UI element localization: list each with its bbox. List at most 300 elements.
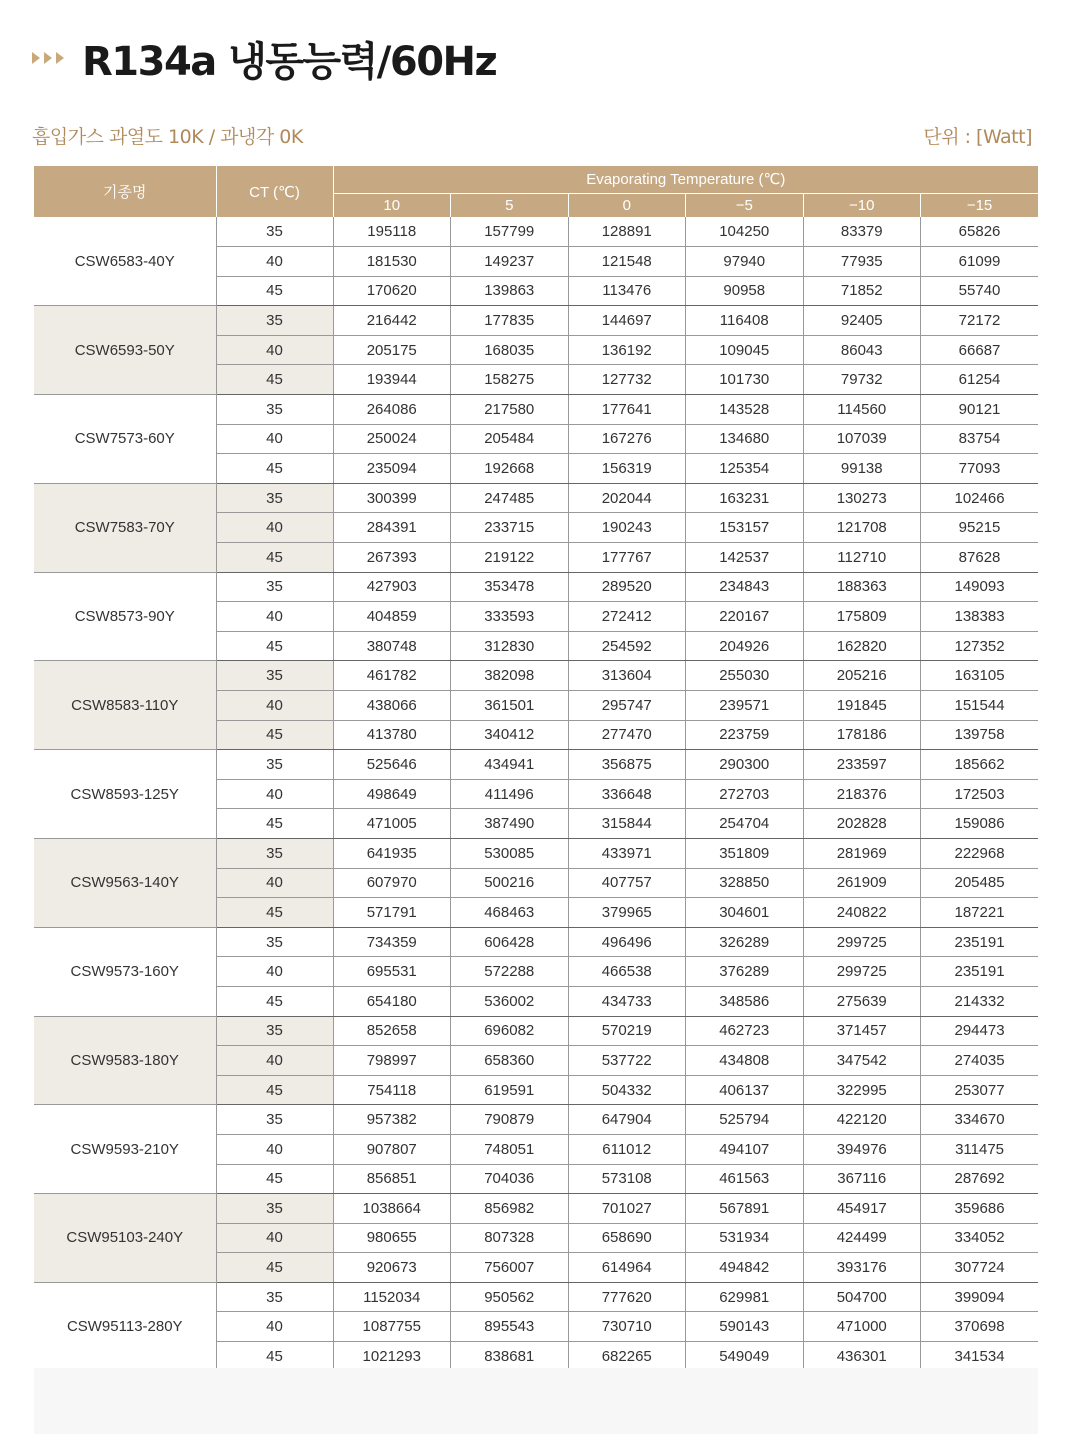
capacity-cell: 438066	[333, 691, 451, 721]
capacity-cell: 347542	[803, 1046, 921, 1076]
capacity-cell: 139863	[451, 276, 569, 306]
capacity-cell: 299725	[803, 927, 921, 957]
model-name: CSW7573-60Y	[34, 395, 216, 484]
capacity-cell: 275639	[803, 986, 921, 1016]
capacity-cell: 55740	[921, 276, 1039, 306]
capacity-cell: 328850	[686, 868, 804, 898]
capacity-cell: 216442	[333, 306, 451, 336]
ct-cell: 45	[216, 809, 333, 839]
capacity-cell: 695531	[333, 957, 451, 987]
capacity-cell: 1087755	[333, 1312, 451, 1342]
capacity-cell: 109045	[686, 335, 804, 365]
capacity-cell: 571791	[333, 898, 451, 928]
capacity-cell: 61099	[921, 247, 1039, 277]
capacity-cell: 572288	[451, 957, 569, 987]
table-row	[34, 1194, 1038, 1224]
capacity-cell: 267393	[333, 543, 451, 573]
ct-cell: 35	[216, 395, 333, 425]
capacity-cell: 255030	[686, 661, 804, 691]
capacity-cell: 567891	[686, 1194, 804, 1224]
capacity-cell: 104250	[686, 217, 804, 247]
capacity-cell: 277470	[568, 720, 686, 750]
capacity-cell: 181530	[333, 247, 451, 277]
model-name: CSW9563-140Y	[34, 838, 216, 927]
capacity-cell: 433971	[568, 838, 686, 868]
title-row	[32, 30, 496, 86]
ct-cell: 40	[216, 868, 333, 898]
capacity-cell: 461782	[333, 661, 451, 691]
model-group	[34, 750, 1038, 839]
capacity-cell: 240822	[803, 898, 921, 928]
capacity-cell: 907807	[333, 1134, 451, 1164]
model-name: CSW95113-280Y	[34, 1282, 216, 1371]
ct-cell: 45	[216, 1075, 333, 1105]
capacity-cell: 367116	[803, 1164, 921, 1194]
capacity-cell: 654180	[333, 986, 451, 1016]
capacity-cell: 151544	[921, 691, 1039, 721]
capacity-cell: 214332	[921, 986, 1039, 1016]
header-temp-2: 0	[568, 193, 686, 217]
capacity-cell: 807328	[451, 1223, 569, 1253]
capacity-cell: 504332	[568, 1075, 686, 1105]
model-name: CSW95103-240Y	[34, 1194, 216, 1283]
capacity-cell: 404859	[333, 602, 451, 632]
table-row	[34, 838, 1038, 868]
model-name: CSW9583-180Y	[34, 1016, 216, 1105]
capacity-cell: 77093	[921, 454, 1039, 484]
capacity-cell: 537722	[568, 1046, 686, 1076]
ct-cell: 35	[216, 306, 333, 336]
capacity-cell: 65826	[921, 217, 1039, 247]
capacity-cell: 290300	[686, 750, 804, 780]
model-name: CSW8583-110Y	[34, 661, 216, 750]
model-group	[34, 1194, 1038, 1283]
capacity-cell: 274035	[921, 1046, 1039, 1076]
unit-label: 단위 : [Watt]	[923, 126, 1032, 148]
capacity-cell: 950562	[451, 1282, 569, 1312]
capacity-cell: 647904	[568, 1105, 686, 1135]
capacity-cell: 217580	[451, 395, 569, 425]
ct-cell: 45	[216, 365, 333, 395]
ct-cell: 40	[216, 602, 333, 632]
capacity-cell: 139758	[921, 720, 1039, 750]
capacity-cell: 61254	[921, 365, 1039, 395]
table-row	[34, 395, 1038, 425]
capacity-cell: 235191	[921, 927, 1039, 957]
capacity-cell: 359686	[921, 1194, 1039, 1224]
capacity-cell: 856851	[333, 1164, 451, 1194]
capacity-cell: 895543	[451, 1312, 569, 1342]
table-row	[34, 1282, 1038, 1312]
capacity-cell: 498649	[333, 779, 451, 809]
condition-subtitle: 흡입가스 과열도 10K / 과냉각 0K	[32, 126, 303, 148]
capacity-cell: 504700	[803, 1282, 921, 1312]
capacity-cell: 127732	[568, 365, 686, 395]
capacity-cell: 99138	[803, 454, 921, 484]
capacity-cell: 168035	[451, 335, 569, 365]
capacity-cell: 379965	[568, 898, 686, 928]
ct-cell: 35	[216, 1282, 333, 1312]
capacity-cell: 130273	[803, 483, 921, 513]
capacity-cell: 1152034	[333, 1282, 451, 1312]
capacity-cell: 90958	[686, 276, 804, 306]
capacity-cell: 116408	[686, 306, 804, 336]
capacity-cell: 218376	[803, 779, 921, 809]
capacity-cell: 570219	[568, 1016, 686, 1046]
capacity-cell: 222968	[921, 838, 1039, 868]
capacity-cell: 326289	[686, 927, 804, 957]
capacity-cell: 191845	[803, 691, 921, 721]
capacity-cell: 77935	[803, 247, 921, 277]
capacity-cell: 235191	[921, 957, 1039, 987]
capacity-cell: 157799	[451, 217, 569, 247]
capacity-cell: 1038664	[333, 1194, 451, 1224]
capacity-cell: 790879	[451, 1105, 569, 1135]
ct-cell: 35	[216, 661, 333, 691]
model-name: CSW8573-90Y	[34, 572, 216, 661]
ct-cell: 35	[216, 217, 333, 247]
capacity-cell: 272412	[568, 602, 686, 632]
capacity-cell: 436301	[803, 1342, 921, 1372]
capacity-cell: 205175	[333, 335, 451, 365]
capacity-cell: 838681	[451, 1342, 569, 1372]
capacity-cell: 177767	[568, 543, 686, 573]
capacity-cell: 125354	[686, 454, 804, 484]
table-row	[34, 306, 1038, 336]
capacity-cell: 156319	[568, 454, 686, 484]
capacity-cell: 434733	[568, 986, 686, 1016]
capacity-cell: 394976	[803, 1134, 921, 1164]
capacity-cell: 348586	[686, 986, 804, 1016]
capacity-cell: 287692	[921, 1164, 1039, 1194]
model-name: CSW6593-50Y	[34, 306, 216, 395]
model-group	[34, 1282, 1038, 1371]
capacity-cell: 138383	[921, 602, 1039, 632]
capacity-cell: 434941	[451, 750, 569, 780]
capacity-cell: 261909	[803, 868, 921, 898]
ct-cell: 35	[216, 1016, 333, 1046]
capacity-cell: 162820	[803, 631, 921, 661]
capacity-cell: 170620	[333, 276, 451, 306]
ct-cell: 40	[216, 779, 333, 809]
capacity-cell: 175809	[803, 602, 921, 632]
capacity-cell: 468463	[451, 898, 569, 928]
capacity-cell: 235094	[333, 454, 451, 484]
capacity-cell: 90121	[921, 395, 1039, 425]
capacity-cell: 178186	[803, 720, 921, 750]
capacity-cell: 219122	[451, 543, 569, 573]
capacity-cell: 336648	[568, 779, 686, 809]
capacity-cell: 264086	[333, 395, 451, 425]
capacity-cell: 234843	[686, 572, 804, 602]
capacity-cell: 204926	[686, 631, 804, 661]
capacity-cell: 424499	[803, 1223, 921, 1253]
capacity-cell: 531934	[686, 1223, 804, 1253]
ct-cell: 35	[216, 838, 333, 868]
capacity-cell: 153157	[686, 513, 804, 543]
ct-cell: 35	[216, 1105, 333, 1135]
capacity-cell: 376289	[686, 957, 804, 987]
capacity-cell: 494107	[686, 1134, 804, 1164]
capacity-cell: 114560	[803, 395, 921, 425]
capacity-cell: 422120	[803, 1105, 921, 1135]
header-ct: CT (℃)	[216, 166, 333, 217]
model-group	[34, 838, 1038, 927]
capacity-cell: 149237	[451, 247, 569, 277]
ct-cell: 45	[216, 1164, 333, 1194]
arrow-bullet-icon	[32, 52, 64, 64]
model-name: CSW8593-125Y	[34, 750, 216, 839]
capacity-cell: 300399	[333, 483, 451, 513]
capacity-cell: 611012	[568, 1134, 686, 1164]
capacity-cell: 205484	[451, 424, 569, 454]
capacity-cell: 856982	[451, 1194, 569, 1224]
capacity-cell: 406137	[686, 1075, 804, 1105]
capacity-cell: 163105	[921, 661, 1039, 691]
model-name: CSW9593-210Y	[34, 1105, 216, 1194]
capacity-cell: 411496	[451, 779, 569, 809]
capacity-cell: 641935	[333, 838, 451, 868]
capacity-cell: 852658	[333, 1016, 451, 1046]
capacity-cell: 172503	[921, 779, 1039, 809]
capacity-cell: 525794	[686, 1105, 804, 1135]
ct-cell: 40	[216, 335, 333, 365]
capacity-cell: 128891	[568, 217, 686, 247]
capacity-cell: 254592	[568, 631, 686, 661]
capacity-cell: 187221	[921, 898, 1039, 928]
capacity-cell: 220167	[686, 602, 804, 632]
capacity-cell: 79732	[803, 365, 921, 395]
model-group	[34, 572, 1038, 661]
capacity-cell: 407757	[568, 868, 686, 898]
table-row	[34, 750, 1038, 780]
capacity-cell: 334670	[921, 1105, 1039, 1135]
capacity-cell: 193944	[333, 365, 451, 395]
header-temp-0: 10	[333, 193, 451, 217]
capacity-cell: 361501	[451, 691, 569, 721]
capacity-cell: 143528	[686, 395, 804, 425]
capacity-cell: 83754	[921, 424, 1039, 454]
capacity-cell: 272703	[686, 779, 804, 809]
capacity-cell: 149093	[921, 572, 1039, 602]
ct-cell: 45	[216, 276, 333, 306]
capacity-cell: 387490	[451, 809, 569, 839]
capacity-cell: 86043	[803, 335, 921, 365]
ct-cell: 45	[216, 1253, 333, 1283]
capacity-cell: 334052	[921, 1223, 1039, 1253]
capacity-cell: 413780	[333, 720, 451, 750]
capacity-cell: 92405	[803, 306, 921, 336]
table-row	[34, 927, 1038, 957]
capacity-cell: 134680	[686, 424, 804, 454]
capacity-cell: 619591	[451, 1075, 569, 1105]
capacity-cell: 158275	[451, 365, 569, 395]
capacity-cell: 471005	[333, 809, 451, 839]
capacity-cell: 95215	[921, 513, 1039, 543]
model-name: CSW9573-160Y	[34, 927, 216, 1016]
ct-cell: 45	[216, 986, 333, 1016]
model-group	[34, 927, 1038, 1016]
capacity-table	[34, 166, 1038, 1372]
table-row	[34, 1105, 1038, 1135]
capacity-cell: 494842	[686, 1253, 804, 1283]
capacity-cell: 462723	[686, 1016, 804, 1046]
capacity-cell: 701027	[568, 1194, 686, 1224]
ct-cell: 35	[216, 750, 333, 780]
ct-cell: 40	[216, 513, 333, 543]
capacity-cell: 748051	[451, 1134, 569, 1164]
capacity-cell: 1021293	[333, 1342, 451, 1372]
model-group	[34, 395, 1038, 484]
ct-cell: 35	[216, 572, 333, 602]
capacity-cell: 289520	[568, 572, 686, 602]
table-header	[34, 166, 1038, 217]
capacity-cell: 247485	[451, 483, 569, 513]
capacity-cell: 351809	[686, 838, 804, 868]
capacity-cell: 121708	[803, 513, 921, 543]
capacity-cell: 340412	[451, 720, 569, 750]
capacity-cell: 371457	[803, 1016, 921, 1046]
page-title: R134a 냉동능력/60Hz	[82, 38, 497, 85]
ct-cell: 40	[216, 1312, 333, 1342]
model-group	[34, 661, 1038, 750]
capacity-cell: 525646	[333, 750, 451, 780]
capacity-cell: 399094	[921, 1282, 1039, 1312]
capacity-cell: 777620	[568, 1282, 686, 1312]
capacity-cell: 573108	[568, 1164, 686, 1194]
capacity-cell: 185662	[921, 750, 1039, 780]
capacity-cell: 704036	[451, 1164, 569, 1194]
capacity-cell: 233597	[803, 750, 921, 780]
capacity-cell: 167276	[568, 424, 686, 454]
ct-cell: 45	[216, 720, 333, 750]
capacity-cell: 121548	[568, 247, 686, 277]
capacity-cell: 682265	[568, 1342, 686, 1372]
capacity-cell: 466538	[568, 957, 686, 987]
capacity-cell: 341534	[921, 1342, 1039, 1372]
capacity-cell: 202828	[803, 809, 921, 839]
capacity-cell: 188363	[803, 572, 921, 602]
capacity-cell: 223759	[686, 720, 804, 750]
capacity-cell: 101730	[686, 365, 804, 395]
capacity-cell: 253077	[921, 1075, 1039, 1105]
ct-cell: 40	[216, 1134, 333, 1164]
capacity-cell: 195118	[333, 217, 451, 247]
capacity-cell: 313604	[568, 661, 686, 691]
capacity-cell: 284391	[333, 513, 451, 543]
capacity-cell: 356875	[568, 750, 686, 780]
ct-cell: 45	[216, 1342, 333, 1372]
table-row	[34, 572, 1038, 602]
capacity-cell: 233715	[451, 513, 569, 543]
capacity-cell: 382098	[451, 661, 569, 691]
model-group	[34, 1016, 1038, 1105]
model-group	[34, 306, 1038, 395]
capacity-cell: 696082	[451, 1016, 569, 1046]
ct-cell: 45	[216, 543, 333, 573]
capacity-cell: 370698	[921, 1312, 1039, 1342]
capacity-cell: 311475	[921, 1134, 1039, 1164]
ct-cell: 40	[216, 691, 333, 721]
table-row	[34, 1016, 1038, 1046]
capacity-cell: 239571	[686, 691, 804, 721]
capacity-cell: 281969	[803, 838, 921, 868]
capacity-cell: 112710	[803, 543, 921, 573]
capacity-cell: 83379	[803, 217, 921, 247]
capacity-cell: 87628	[921, 543, 1039, 573]
ct-cell: 45	[216, 454, 333, 484]
capacity-cell: 607970	[333, 868, 451, 898]
capacity-cell: 496496	[568, 927, 686, 957]
page-footer-area	[34, 1368, 1038, 1434]
capacity-cell: 190243	[568, 513, 686, 543]
capacity-cell: 97940	[686, 247, 804, 277]
capacity-cell: 756007	[451, 1253, 569, 1283]
capacity-cell: 393176	[803, 1253, 921, 1283]
capacity-cell: 113476	[568, 276, 686, 306]
header-temp-3: −5	[686, 193, 804, 217]
capacity-cell: 536002	[451, 986, 569, 1016]
capacity-cell: 658690	[568, 1223, 686, 1253]
header-model: 기종명	[34, 166, 216, 217]
model-group	[34, 483, 1038, 572]
capacity-cell: 72172	[921, 306, 1039, 336]
capacity-cell: 254704	[686, 809, 804, 839]
ct-cell: 40	[216, 247, 333, 277]
capacity-cell: 629981	[686, 1282, 804, 1312]
table-row	[34, 661, 1038, 691]
capacity-cell: 299725	[803, 957, 921, 987]
capacity-cell: 454917	[803, 1194, 921, 1224]
header-evap-temp: Evaporating Temperature (℃)	[333, 166, 1038, 193]
capacity-cell: 315844	[568, 809, 686, 839]
capacity-cell: 312830	[451, 631, 569, 661]
capacity-cell: 471000	[803, 1312, 921, 1342]
capacity-cell: 205216	[803, 661, 921, 691]
capacity-cell: 177641	[568, 395, 686, 425]
capacity-cell: 549049	[686, 1342, 804, 1372]
capacity-cell: 530085	[451, 838, 569, 868]
capacity-cell: 202044	[568, 483, 686, 513]
capacity-cell: 144697	[568, 306, 686, 336]
capacity-cell: 294473	[921, 1016, 1039, 1046]
capacity-cell: 66687	[921, 335, 1039, 365]
table-row	[34, 483, 1038, 513]
model-name: CSW7583-70Y	[34, 483, 216, 572]
ct-cell: 35	[216, 1194, 333, 1224]
capacity-cell: 142537	[686, 543, 804, 573]
capacity-cell: 205485	[921, 868, 1039, 898]
capacity-cell: 606428	[451, 927, 569, 957]
capacity-cell: 322995	[803, 1075, 921, 1105]
ct-cell: 40	[216, 424, 333, 454]
capacity-cell: 127352	[921, 631, 1039, 661]
capacity-cell: 163231	[686, 483, 804, 513]
capacity-cell: 353478	[451, 572, 569, 602]
capacity-cell: 957382	[333, 1105, 451, 1135]
capacity-cell: 295747	[568, 691, 686, 721]
header-temp-4: −10	[803, 193, 921, 217]
capacity-cell: 192668	[451, 454, 569, 484]
ct-cell: 40	[216, 1223, 333, 1253]
capacity-cell: 614964	[568, 1253, 686, 1283]
ct-cell: 40	[216, 957, 333, 987]
subtitle-row	[32, 122, 1032, 149]
capacity-cell: 658360	[451, 1046, 569, 1076]
capacity-cell: 980655	[333, 1223, 451, 1253]
capacity-cell: 734359	[333, 927, 451, 957]
capacity-cell: 461563	[686, 1164, 804, 1194]
